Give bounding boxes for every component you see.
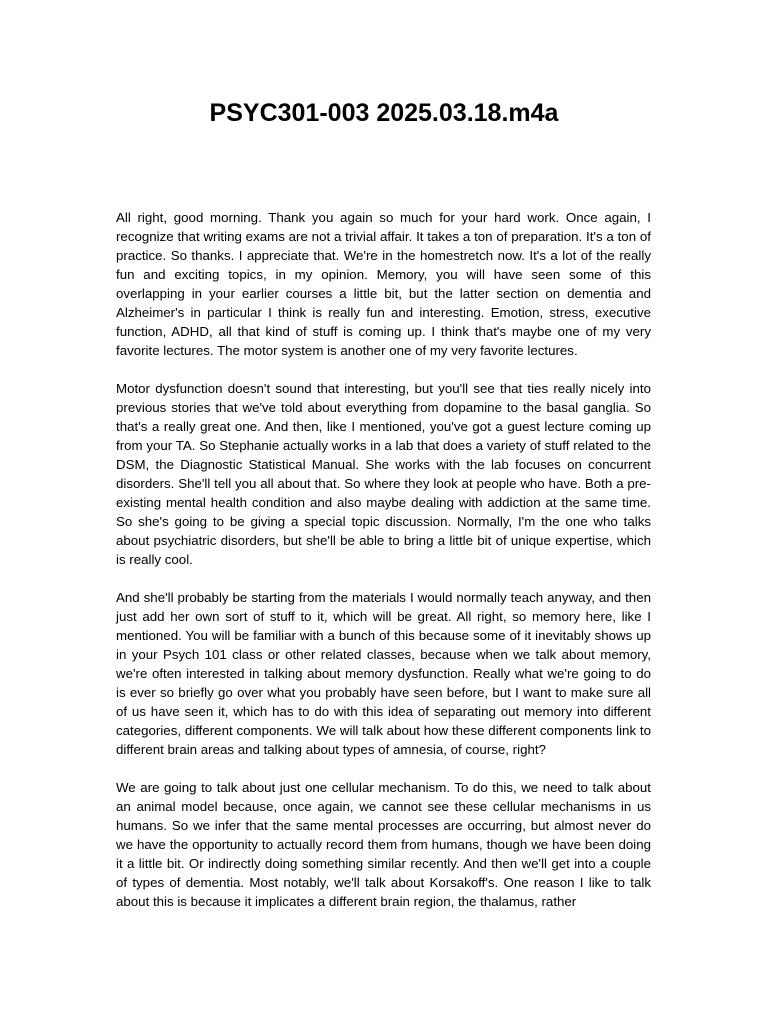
transcript-paragraph: Motor dysfunction doesn't sound that interesting, but you'll see that ties really nicely into previous stories that we've told about everything from dopamine to the basal ganglia. So that's a really great one. And then, like I mentioned, you've got a guest lecture coming up from your TA. So Stephanie actually works in a lab that does a variety of stuff related to the DSM, the Diagnostic Statistical Manual. She works with the lab focuses on concurrent disorders. She'll tell you all about that. So where they look at people who have. Both a pre-existing mental health condition and also maybe dealing with addiction at the same time. So she's going to be giving a special topic discussion. Normally, I'm the one who talks about psychiatric disorders, but she'll be able to bring a little bit of unique expertise, which is really cool. bbox=[116, 381, 651, 567]
transcript-paragraph: We are going to talk about just one cellular mechanism. To do this, we need to talk about an animal model because, once again, we cannot see these cellular mechanisms in us humans. So we infer that the same mental processes are occurring, but almost never do we have the opportunity to actually record them from humans, though we have been doing it a little bit. Or indirectly doing something similar recently. And then we'll get into a couple of types of dementia. Most notably, we'll talk about Korsakoff's. One reason I like to talk about this is because it implicates a different brain region, the thalamus, rather bbox=[116, 780, 651, 909]
document-title: PSYC301-003 2025.03.18.m4a bbox=[209, 99, 559, 127]
transcript-paragraph: And she'll probably be starting from the materials I would normally teach anyway, and then just add her own sort of stuff to it, which will be great. All right, so memory here, like I mentioned. You will be familiar with a bunch of this because some of it inevitably shows up in your Psych 101 class or other related classes, because when we talk about memory, we're often interested in talking about memory dysfunction. Really what we're going to do is ever so briefly go over what you probably have seen before, but I want to make sure all of us have seen it, which has to do with this idea of separating out memory into different categories, different components. We will talk about how these different components link to different brain areas and talking about types of amnesia, of course, right? bbox=[116, 590, 651, 757]
transcript-body bbox=[116, 208, 651, 930]
transcript-paragraph: All right, good morning. Thank you again so much for your hard work. Once again, I recognize that writing exams are not a trivial affair. It takes a ton of preparation. It's a ton of practice. So thanks. I appreciate that. We're in the homestretch now. It's a lot of the really fun and exciting topics, in my opinion. Memory, you will have seen some of this overlapping in your earlier courses a little bit, but the latter section on dementia and Alzheimer's in particular I think is really fun and interesting. Emotion, stress, executive function, ADHD, all that kind of stuff is coming up. I think that's maybe one of my very favorite lectures. The motor system is another one of my very favorite lectures. bbox=[116, 210, 651, 358]
